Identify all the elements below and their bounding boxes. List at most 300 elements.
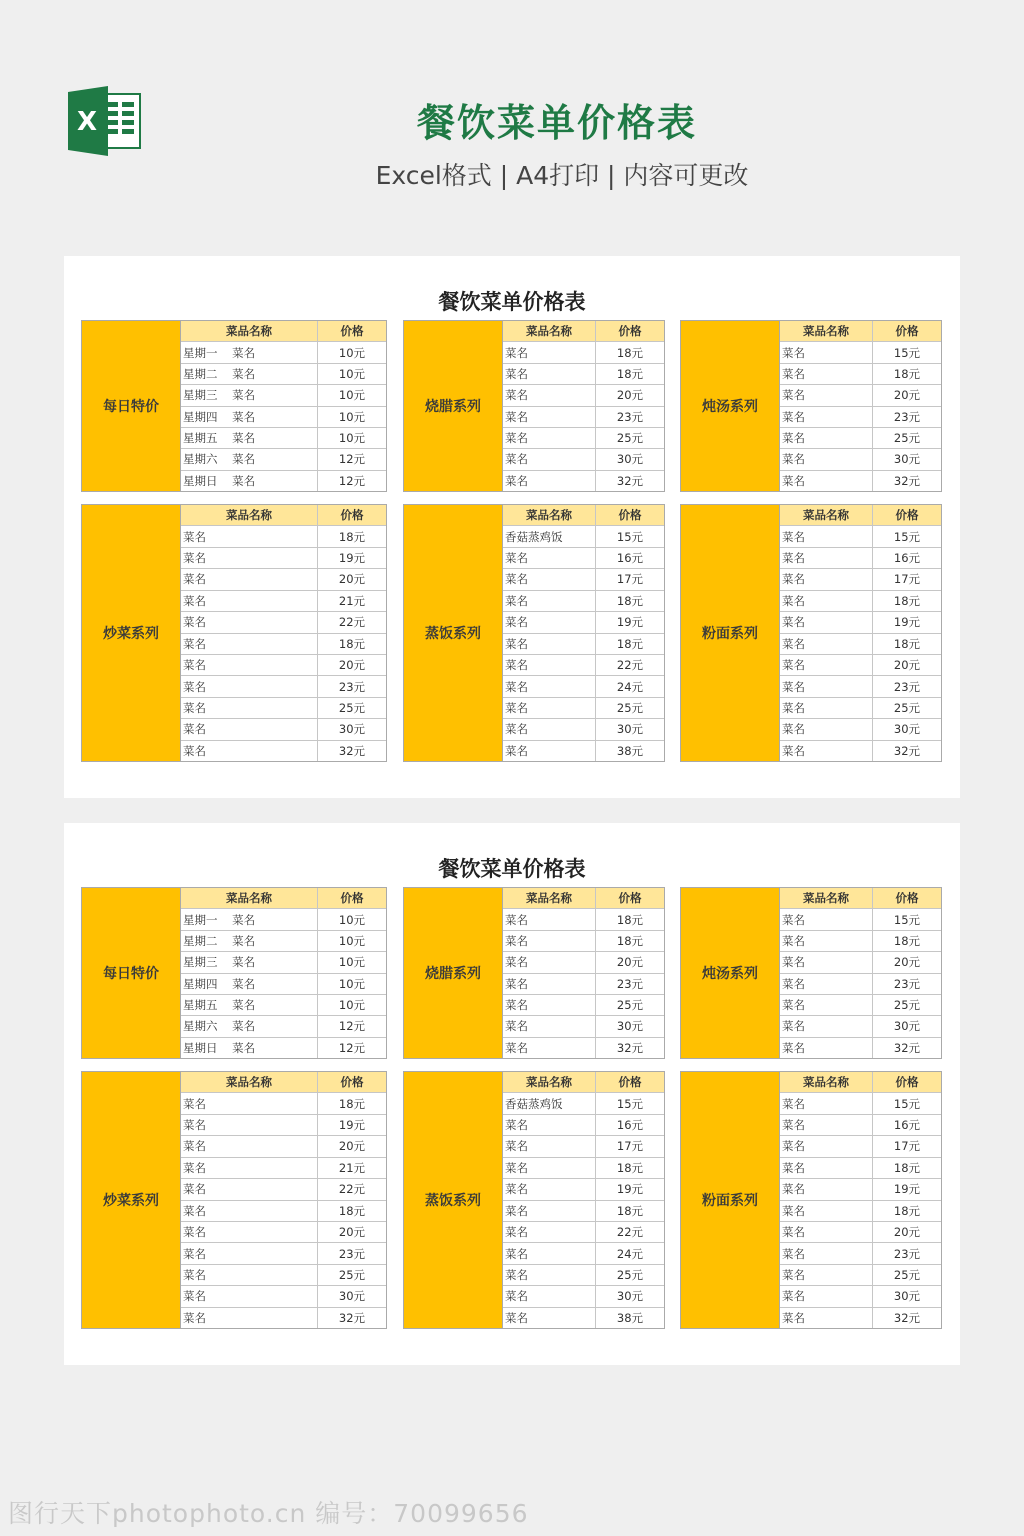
price-cell: 18元 — [616, 345, 644, 360]
price-cell: 10元 — [338, 366, 366, 381]
price-cell: 25元 — [338, 701, 366, 715]
table-row — [503, 1136, 664, 1157]
price-cell: 38元 — [616, 743, 644, 758]
table-row — [780, 612, 941, 633]
price-cell: 25元 — [893, 998, 921, 1013]
price-cell: 30元 — [616, 1289, 644, 1304]
table-row — [780, 342, 941, 363]
table-row — [503, 698, 664, 719]
price-cell: 19元 — [338, 1118, 366, 1133]
dish-name-cell: 菜名 — [503, 1038, 596, 1058]
table-row — [181, 1179, 386, 1200]
page-title: 餐饮菜单价格表 — [416, 101, 697, 145]
dish-name-cell: 菜名 — [780, 1265, 873, 1285]
price-cell: 24元 — [616, 679, 644, 694]
price-cell: 25元 — [893, 431, 921, 446]
dish-name-cell: 菜名 — [503, 548, 596, 568]
dish-name-cell: 菜名 — [503, 1179, 596, 1199]
dish-name-cell: 菜名 — [503, 995, 596, 1015]
price-cell: 12元 — [338, 1019, 366, 1034]
category-label: 蒸饭系列 — [404, 505, 503, 761]
table-row — [503, 909, 664, 930]
dish-name-cell: 菜名 — [780, 1136, 873, 1156]
column-header-dish-name: 菜品名称 — [181, 1072, 318, 1092]
table-header-row — [780, 505, 941, 526]
table-row — [181, 931, 386, 952]
column-header-price: 价格 — [895, 324, 919, 339]
column-header-dish-name: 菜品名称 — [780, 888, 873, 908]
price-cell: 18元 — [338, 636, 366, 651]
table-row — [780, 591, 941, 612]
table-row — [780, 428, 941, 449]
table-row — [181, 1308, 386, 1328]
price-cell: 32元 — [893, 743, 921, 758]
price-cell: 18元 — [893, 933, 921, 948]
price-cell: 17元 — [893, 1139, 921, 1154]
dish-name-cell: 菜名 — [780, 1179, 873, 1199]
dish-name-cell: 星期日 菜名 — [181, 471, 318, 491]
table-row — [503, 741, 664, 761]
column-header-dish-name: 菜品名称 — [181, 505, 318, 525]
table-row — [503, 1286, 664, 1307]
column-header-dish-name: 菜品名称 — [503, 505, 596, 525]
category-label: 蒸饭系列 — [404, 1072, 503, 1328]
table-row — [503, 612, 664, 633]
menu-category-table — [403, 1071, 665, 1329]
table-header-row — [181, 321, 386, 342]
price-cell: 17元 — [616, 572, 644, 587]
dish-name-cell: 菜名 — [780, 698, 873, 718]
price-cell: 15元 — [616, 529, 644, 544]
price-cell: 25元 — [616, 998, 644, 1013]
menu-category-table — [680, 504, 942, 762]
table-row — [503, 526, 664, 547]
price-cell: 30元 — [893, 722, 921, 737]
price-cell: 25元 — [338, 1268, 366, 1282]
table-header-row — [503, 505, 664, 526]
table-row — [503, 931, 664, 952]
table-row — [780, 1038, 941, 1058]
price-cell: 25元 — [616, 431, 644, 446]
dish-name-cell: 菜名 — [181, 1136, 318, 1156]
table-row — [780, 548, 941, 569]
table-row — [503, 1308, 664, 1328]
dish-name-cell: 菜名 — [181, 1308, 318, 1328]
dish-name-cell: 菜名 — [503, 569, 596, 589]
dish-name-cell: 菜名 — [503, 428, 596, 448]
dish-name-cell: 菜名 — [780, 1201, 873, 1221]
price-cell: 20元 — [893, 1225, 921, 1240]
price-cell: 20元 — [616, 388, 644, 403]
price-cell: 23元 — [893, 976, 921, 991]
menu-category-table — [680, 1071, 942, 1329]
dish-name-cell: 菜名 — [503, 655, 596, 675]
table-row — [181, 428, 386, 449]
price-cell: 18元 — [893, 1160, 921, 1175]
dish-name-cell: 菜名 — [780, 591, 873, 611]
dish-name-cell: 菜名 — [503, 449, 596, 469]
price-cell: 15元 — [893, 1096, 921, 1111]
dish-name-cell: 菜名 — [780, 1308, 873, 1328]
table-row — [503, 342, 664, 363]
table-row — [503, 952, 664, 973]
dish-name-cell: 菜名 — [503, 1222, 596, 1242]
column-header-price: 价格 — [618, 1075, 642, 1090]
dish-name-cell: 菜名 — [780, 1093, 873, 1113]
dish-name-cell: 菜名 — [780, 449, 873, 469]
column-header-dish-name: 菜品名称 — [780, 1072, 873, 1092]
table-row — [780, 1115, 941, 1136]
table-row — [181, 1016, 386, 1037]
table-row — [181, 1038, 386, 1058]
table-row — [181, 1093, 386, 1114]
table-row — [181, 407, 386, 428]
price-cell: 10元 — [338, 388, 366, 403]
table-row — [181, 719, 386, 740]
price-cell: 15元 — [616, 1096, 644, 1111]
table-row — [503, 1093, 664, 1114]
price-cell: 20元 — [338, 1139, 366, 1154]
column-header-dish-name: 菜品名称 — [503, 1072, 596, 1092]
table-row — [181, 909, 386, 930]
dish-name-cell: 菜名 — [503, 1201, 596, 1221]
table-row — [181, 1136, 386, 1157]
dish-name-cell: 菜名 — [503, 719, 596, 739]
table-row — [503, 1179, 664, 1200]
dish-name-cell: 菜名 — [503, 364, 596, 384]
dish-name-cell: 菜名 — [503, 741, 596, 761]
dish-name-cell: 星期三 菜名 — [181, 385, 318, 405]
table-row — [780, 1016, 941, 1037]
dish-name-cell: 菜名 — [780, 1222, 873, 1242]
column-header-dish-name: 菜品名称 — [503, 321, 596, 341]
dish-name-cell: 星期五 菜名 — [181, 428, 318, 448]
dish-name-cell: 菜名 — [503, 634, 596, 654]
column-header-price: 价格 — [618, 891, 642, 906]
category-label: 炖汤系列 — [681, 321, 780, 491]
table-row — [503, 1115, 664, 1136]
dish-name-cell: 菜名 — [503, 1136, 596, 1156]
price-cell: 10元 — [338, 976, 366, 991]
table-header-row — [181, 888, 386, 909]
dish-name-cell: 菜名 — [503, 676, 596, 696]
table-row — [503, 676, 664, 697]
price-cell: 18元 — [893, 636, 921, 651]
dish-name-cell: 菜名 — [780, 428, 873, 448]
table-header-row — [503, 888, 664, 909]
table-row — [503, 995, 664, 1016]
price-cell: 38元 — [616, 1310, 644, 1325]
price-cell: 18元 — [616, 1203, 644, 1218]
table-row — [503, 449, 664, 470]
price-cell: 25元 — [616, 1268, 644, 1282]
table-row — [780, 1158, 941, 1179]
column-header-dish-name: 菜品名称 — [181, 321, 318, 341]
table-row — [181, 995, 386, 1016]
dish-name-cell: 菜名 — [780, 385, 873, 405]
price-cell: 18元 — [616, 593, 644, 608]
table-row — [181, 1115, 386, 1136]
dish-name-cell: 星期二 菜名 — [181, 364, 318, 384]
dish-name-cell: 菜名 — [780, 952, 873, 972]
page-subtitle: Excel格式 | A4打印 | 内容可更改 — [375, 161, 749, 190]
price-cell: 30元 — [893, 452, 921, 467]
table-header-row — [503, 1072, 664, 1093]
price-cell: 23元 — [616, 976, 644, 991]
table-row — [780, 1243, 941, 1264]
dish-name-cell: 菜名 — [780, 364, 873, 384]
table-row — [503, 1243, 664, 1264]
dish-name-cell: 星期五 菜名 — [181, 995, 318, 1015]
table-row — [181, 952, 386, 973]
table-row — [181, 655, 386, 676]
table-row — [503, 1201, 664, 1222]
dish-name-cell: 菜名 — [181, 1286, 318, 1306]
excel-logo-letter: X — [76, 107, 98, 137]
price-cell: 19元 — [338, 551, 366, 566]
table-row — [503, 719, 664, 740]
price-cell: 30元 — [338, 722, 366, 737]
price-cell: 18元 — [616, 933, 644, 948]
price-cell: 23元 — [616, 409, 644, 424]
table-row — [181, 634, 386, 655]
table-row — [503, 1158, 664, 1179]
price-cell: 30元 — [616, 452, 644, 467]
dish-name-cell: 菜名 — [503, 1265, 596, 1285]
dish-name-cell: 菜名 — [181, 526, 318, 546]
dish-name-cell: 菜名 — [181, 1222, 318, 1242]
dish-name-cell: 星期三 菜名 — [181, 952, 318, 972]
table-row — [780, 1093, 941, 1114]
price-cell: 20元 — [893, 955, 921, 970]
category-label: 粉面系列 — [681, 1072, 780, 1328]
dish-name-cell: 菜名 — [181, 1179, 318, 1199]
table-row — [780, 569, 941, 590]
price-cell: 10元 — [338, 345, 366, 360]
table-row — [181, 1243, 386, 1264]
table-row — [181, 974, 386, 995]
price-cell: 10元 — [338, 912, 366, 927]
price-cell: 32元 — [616, 473, 644, 488]
dish-name-cell: 菜名 — [503, 952, 596, 972]
dish-name-cell: 菜名 — [503, 591, 596, 611]
table-row — [780, 909, 941, 930]
table-row — [181, 342, 386, 363]
table-row — [503, 569, 664, 590]
dish-name-cell: 菜名 — [780, 974, 873, 994]
table-row — [780, 741, 941, 761]
price-cell: 32元 — [893, 1040, 921, 1055]
table-row — [503, 385, 664, 406]
dish-name-cell: 香菇蒸鸡饭 — [503, 1093, 596, 1113]
price-cell: 21元 — [338, 593, 366, 608]
table-row — [780, 1286, 941, 1307]
table-row — [780, 1308, 941, 1328]
table-header-row — [181, 505, 386, 526]
price-cell: 22元 — [616, 658, 644, 673]
dish-name-cell: 菜名 — [780, 676, 873, 696]
table-row — [181, 741, 386, 761]
dish-name-cell: 菜名 — [780, 719, 873, 739]
price-cell: 10元 — [338, 955, 366, 970]
category-label: 炒菜系列 — [82, 1072, 181, 1328]
price-cell: 20元 — [616, 955, 644, 970]
table-row — [503, 634, 664, 655]
menu-category-table — [403, 887, 665, 1059]
price-cell: 18元 — [616, 636, 644, 651]
table-row — [780, 952, 941, 973]
dish-name-cell: 菜名 — [780, 526, 873, 546]
dish-name-cell: 菜名 — [780, 909, 873, 929]
table-row — [503, 428, 664, 449]
column-header-price: 价格 — [340, 891, 364, 906]
menu-category-table — [680, 320, 942, 492]
dish-name-cell: 菜名 — [181, 1265, 318, 1285]
dish-name-cell: 菜名 — [780, 655, 873, 675]
dish-name-cell: 菜名 — [780, 471, 873, 491]
table-row — [181, 364, 386, 385]
dish-name-cell: 菜名 — [181, 591, 318, 611]
table-header-row — [780, 1072, 941, 1093]
table-row — [181, 1286, 386, 1307]
dish-name-cell: 菜名 — [503, 342, 596, 362]
price-cell: 30元 — [893, 1289, 921, 1304]
dish-name-cell: 菜名 — [780, 995, 873, 1015]
price-cell: 20元 — [338, 572, 366, 587]
column-header-price: 价格 — [340, 1075, 364, 1090]
menu-category-table — [81, 320, 387, 492]
category-label: 炖汤系列 — [681, 888, 780, 1058]
column-header-price: 价格 — [340, 508, 364, 523]
column-header-price: 价格 — [895, 1075, 919, 1090]
table-header-row — [181, 1072, 386, 1093]
dish-name-cell: 菜名 — [181, 655, 318, 675]
menu-category-table — [81, 887, 387, 1059]
price-cell: 24元 — [616, 1246, 644, 1261]
price-cell: 18元 — [338, 1203, 366, 1218]
dish-name-cell: 菜名 — [503, 1158, 596, 1178]
dish-name-cell: 菜名 — [181, 1158, 318, 1178]
column-header-dish-name: 菜品名称 — [181, 888, 318, 908]
category-label: 烧腊系列 — [404, 888, 503, 1058]
table-row — [780, 1179, 941, 1200]
dish-name-cell: 菜名 — [181, 676, 318, 696]
dish-name-cell: 星期四 菜名 — [181, 407, 318, 427]
price-cell: 30元 — [893, 1019, 921, 1034]
price-cell: 10元 — [338, 998, 366, 1013]
price-cell: 21元 — [338, 1160, 366, 1175]
price-cell: 30元 — [616, 1019, 644, 1034]
dish-name-cell: 菜名 — [503, 1115, 596, 1135]
dish-name-cell: 菜名 — [780, 1158, 873, 1178]
price-cell: 32元 — [338, 1310, 366, 1325]
dish-name-cell: 菜名 — [181, 1093, 318, 1113]
table-row — [181, 548, 386, 569]
menu-category-table — [680, 887, 942, 1059]
dish-name-cell: 菜名 — [503, 974, 596, 994]
table-row — [181, 1265, 386, 1286]
menu-sheet-panel — [64, 823, 960, 1365]
dish-name-cell: 菜名 — [780, 741, 873, 761]
price-cell: 32元 — [616, 1040, 644, 1055]
table-row — [503, 1016, 664, 1037]
dish-name-cell: 菜名 — [503, 471, 596, 491]
price-cell: 18元 — [338, 1096, 366, 1111]
table-row — [181, 385, 386, 406]
table-row — [503, 364, 664, 385]
price-cell: 15元 — [893, 912, 921, 927]
dish-name-cell: 菜名 — [503, 385, 596, 405]
dish-name-cell: 菜名 — [181, 612, 318, 632]
price-cell: 10元 — [338, 409, 366, 424]
price-cell: 10元 — [338, 933, 366, 948]
table-row — [181, 698, 386, 719]
column-header-dish-name: 菜品名称 — [503, 888, 596, 908]
table-row — [780, 364, 941, 385]
menu-category-table — [403, 320, 665, 492]
category-label: 炒菜系列 — [82, 505, 181, 761]
table-row — [181, 1222, 386, 1243]
price-cell: 15元 — [893, 529, 921, 544]
dish-name-cell: 菜名 — [780, 1038, 873, 1058]
table-row — [181, 569, 386, 590]
dish-name-cell: 菜名 — [780, 931, 873, 951]
dish-name-cell: 菜名 — [181, 1115, 318, 1135]
table-row — [780, 655, 941, 676]
dish-name-cell: 星期六 菜名 — [181, 1016, 318, 1036]
price-cell: 32元 — [338, 743, 366, 758]
table-row — [780, 676, 941, 697]
dish-name-cell: 菜名 — [780, 548, 873, 568]
price-cell: 23元 — [338, 679, 366, 694]
table-row — [780, 974, 941, 995]
watermark-text: 图行天下photophoto.cn 编号：70099656 — [8, 1499, 529, 1528]
dish-name-cell: 菜名 — [503, 1286, 596, 1306]
price-cell: 25元 — [893, 701, 921, 715]
price-cell: 22元 — [338, 615, 366, 630]
dish-name-cell: 星期一 菜名 — [181, 909, 318, 929]
sheet-title: 餐饮菜单价格表 — [438, 857, 586, 881]
price-cell: 20元 — [893, 658, 921, 673]
dish-name-cell: 菜名 — [503, 407, 596, 427]
column-header-dish-name: 菜品名称 — [780, 505, 873, 525]
table-row — [780, 385, 941, 406]
price-cell: 10元 — [338, 431, 366, 446]
column-header-price: 价格 — [895, 891, 919, 906]
price-cell: 16元 — [893, 1118, 921, 1133]
dish-name-cell: 菜名 — [181, 548, 318, 568]
price-cell: 25元 — [616, 701, 644, 715]
category-label: 粉面系列 — [681, 505, 780, 761]
price-cell: 19元 — [616, 615, 644, 630]
table-row — [503, 1038, 664, 1058]
dish-name-cell: 菜名 — [780, 407, 873, 427]
price-cell: 18元 — [893, 366, 921, 381]
table-row — [181, 471, 386, 491]
dish-name-cell: 菜名 — [181, 1243, 318, 1263]
table-row — [181, 1158, 386, 1179]
table-row — [181, 676, 386, 697]
price-cell: 23元 — [338, 1246, 366, 1261]
dish-name-cell: 菜名 — [181, 569, 318, 589]
table-row — [503, 407, 664, 428]
dish-name-cell: 菜名 — [503, 1243, 596, 1263]
price-cell: 16元 — [893, 551, 921, 566]
dish-name-cell: 星期一 菜名 — [181, 342, 318, 362]
column-header-dish-name: 菜品名称 — [780, 321, 873, 341]
price-cell: 12元 — [338, 452, 366, 467]
menu-category-table — [81, 1071, 387, 1329]
